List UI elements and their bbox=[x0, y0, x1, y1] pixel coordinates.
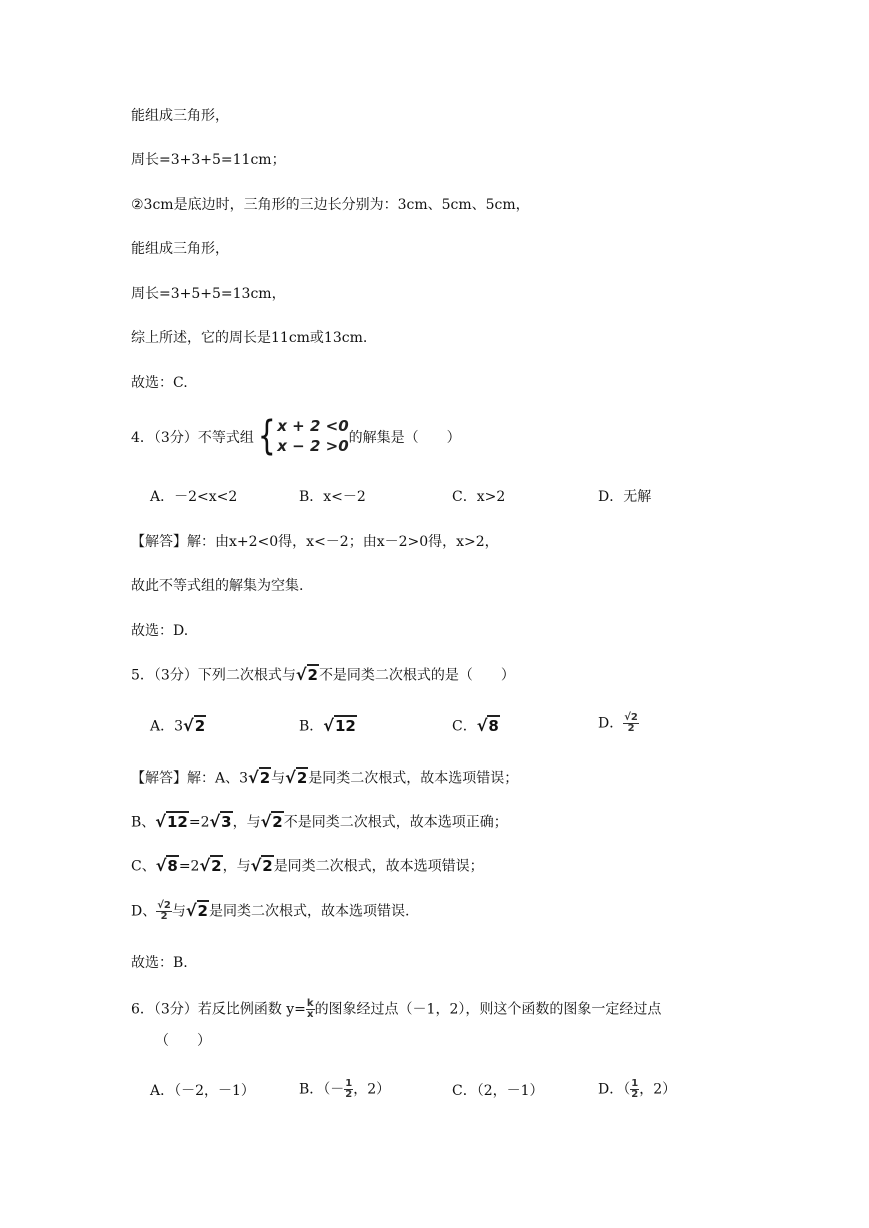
q4-option-d: D．无解 bbox=[598, 489, 652, 505]
fraction-one-half bbox=[344, 1079, 353, 1100]
fraction-numerator: √2 bbox=[624, 712, 638, 723]
sqrt-12 bbox=[155, 812, 189, 833]
answer-text: ，与 bbox=[232, 814, 261, 831]
q5-answer-a bbox=[131, 768, 518, 789]
fraction-numerator: 1 bbox=[631, 1078, 639, 1089]
answer-text: =2 bbox=[188, 814, 210, 831]
answer-text: =2 bbox=[178, 858, 200, 875]
answer-text: 是同类二次根式，故本选项错误. bbox=[208, 903, 410, 920]
radical-icon: √ bbox=[260, 812, 272, 831]
answer-text: 【解答】解：A、3 bbox=[131, 770, 249, 787]
q6-option-b-pre: B．（－ bbox=[299, 1081, 345, 1098]
radical-icon: √ bbox=[323, 716, 334, 735]
q6-option-d-post: ，2） bbox=[639, 1081, 677, 1098]
system-row-1: x + 2 <0 bbox=[277, 417, 349, 435]
text-line: ②3cm是底边时，三角形的三边长分别为：3cm、5cm、5cm， bbox=[131, 197, 530, 213]
sqrt-2 bbox=[296, 665, 319, 686]
sqrt-2 bbox=[251, 856, 274, 877]
sqrt-2 bbox=[248, 768, 271, 789]
radicand: 2 bbox=[211, 857, 222, 875]
sqrt-8 bbox=[477, 716, 500, 737]
radical-icon: √ bbox=[185, 901, 197, 920]
q5-option-c-label: C． bbox=[452, 718, 477, 735]
radicand: 2 bbox=[197, 902, 208, 920]
radical-icon: √ bbox=[183, 716, 194, 735]
radical-icon: √ bbox=[248, 768, 259, 787]
text-line: 周长=3+3+5=11cm； bbox=[131, 152, 286, 168]
q5-stem-pre: 5．（3分）下列二次根式与 bbox=[131, 667, 296, 684]
answer-text: 与 bbox=[271, 770, 286, 787]
radical-icon: √ bbox=[476, 716, 488, 735]
q5-stem-post: 不是同类二次根式的是（ ） bbox=[318, 667, 515, 684]
radical-icon: √ bbox=[155, 856, 167, 875]
text-line: 能组成三角形， bbox=[131, 108, 229, 124]
q5-option-b bbox=[299, 716, 357, 737]
radicand: 2 bbox=[259, 769, 271, 787]
answer-text: ，与 bbox=[222, 858, 251, 875]
q6-option-a: A．（－2，－1） bbox=[150, 1083, 255, 1099]
sqrt-2 bbox=[186, 901, 209, 922]
q5-option-d bbox=[598, 713, 639, 734]
fraction-denominator: 2 bbox=[627, 723, 635, 734]
radical-icon: √ bbox=[295, 665, 307, 684]
q5-answer-c bbox=[131, 856, 484, 877]
q5-final: 故选：B. bbox=[131, 955, 188, 971]
q6-stem-line2: （ ） bbox=[155, 1033, 211, 1049]
answer-text: 与 bbox=[171, 903, 186, 920]
fraction-one-half bbox=[630, 1079, 639, 1100]
radical-icon: √ bbox=[155, 812, 166, 831]
answer-text: 是同类二次根式，故本选项错误； bbox=[273, 858, 484, 875]
radicand: 8 bbox=[488, 717, 499, 735]
q5-answer-b bbox=[131, 812, 508, 833]
fraction-numerator: k bbox=[306, 998, 314, 1009]
radicand: 8 bbox=[167, 857, 178, 875]
q5-option-a bbox=[150, 716, 206, 737]
radical-icon: √ bbox=[199, 856, 211, 875]
text-line: 综上所述，它的周长是11cm或13cm. bbox=[131, 330, 368, 346]
fraction-denominator: x bbox=[307, 1009, 314, 1020]
system-row-2: x − 2 >0 bbox=[277, 437, 349, 455]
sqrt-2 bbox=[261, 812, 284, 833]
q4-answer-line: 故此不等式组的解集为空集. bbox=[131, 578, 304, 594]
q5-option-a-label: A．3 bbox=[150, 718, 184, 735]
q6-option-d bbox=[598, 1079, 676, 1100]
sqrt-12 bbox=[323, 716, 357, 737]
q5-option-c bbox=[452, 716, 500, 737]
q4-option-b: B．x<－2 bbox=[299, 489, 366, 505]
radical-icon: √ bbox=[285, 768, 296, 787]
fraction-numerator: √2 bbox=[157, 900, 171, 911]
radicand: 12 bbox=[334, 717, 356, 735]
q4-stem bbox=[131, 413, 461, 459]
fraction-denominator: 2 bbox=[160, 911, 168, 922]
radicand: 2 bbox=[262, 857, 273, 875]
q4-stem-post: 的解集是（ ） bbox=[348, 430, 461, 446]
sqrt-2 bbox=[199, 856, 222, 877]
text-line: 故选：C. bbox=[131, 375, 188, 391]
q6-option-d-pre: D．（ bbox=[598, 1081, 631, 1098]
q6-option-c: C．（2，－1） bbox=[452, 1083, 544, 1099]
inequality-system bbox=[254, 413, 349, 459]
brace-icon: { bbox=[257, 413, 276, 459]
radicand: 2 bbox=[296, 769, 308, 787]
q4-answer-line: 故选：D. bbox=[131, 623, 189, 639]
q6-stem-pre: 6．（3分）若反比例函数 y= bbox=[131, 1001, 306, 1018]
radicand: 12 bbox=[166, 813, 188, 831]
radical-icon: √ bbox=[209, 812, 221, 831]
sqrt-2 bbox=[183, 716, 206, 737]
fraction-sqrt2-over-2 bbox=[623, 713, 639, 734]
q4-option-c: C．x>2 bbox=[452, 489, 506, 505]
answer-text: B、 bbox=[131, 814, 156, 831]
answer-text: C、 bbox=[131, 858, 156, 875]
sqrt-3 bbox=[209, 812, 232, 833]
sqrt-2 bbox=[285, 768, 308, 789]
q5-option-b-label: B． bbox=[299, 718, 324, 735]
fraction-numerator: 1 bbox=[345, 1078, 353, 1089]
fraction-denominator: 2 bbox=[631, 1089, 639, 1100]
q6-stem bbox=[131, 999, 661, 1020]
text-line: 能组成三角形， bbox=[131, 241, 229, 257]
q4-answer-line: 【解答】解：由x+2<0得，x<－2；由x－2>0得，x>2， bbox=[131, 534, 499, 550]
sqrt-8 bbox=[156, 856, 179, 877]
q6-option-b-post: ，2） bbox=[353, 1081, 391, 1098]
text-line: 周长=3+5+5=13cm， bbox=[131, 286, 286, 302]
q4-option-a: A．－2<x<2 bbox=[150, 489, 238, 505]
fraction-sqrt2-over-2 bbox=[156, 901, 172, 922]
q5-stem bbox=[131, 665, 515, 686]
radicand: 2 bbox=[272, 813, 283, 831]
q6-stem-post: 的图象经过点（－1，2），则这个函数的图象一定经过点 bbox=[314, 1001, 662, 1018]
q5-option-d-label: D． bbox=[598, 715, 624, 732]
fraction-k-over-x bbox=[306, 999, 315, 1020]
q4-stem-pre: 4．（3分）不等式组 bbox=[131, 430, 254, 446]
answer-text: 是同类二次根式，故本选项错误； bbox=[308, 770, 519, 787]
fraction-denominator: 2 bbox=[345, 1089, 353, 1100]
answer-text: 不是同类二次根式，故本选项正确； bbox=[283, 814, 508, 831]
radicand: 2 bbox=[307, 666, 318, 684]
radicand: 3 bbox=[221, 813, 232, 831]
answer-text: D、 bbox=[131, 903, 157, 920]
q5-answer-d bbox=[131, 901, 409, 922]
q6-option-b bbox=[299, 1079, 390, 1100]
radical-icon: √ bbox=[250, 856, 262, 875]
radicand: 2 bbox=[194, 717, 206, 735]
